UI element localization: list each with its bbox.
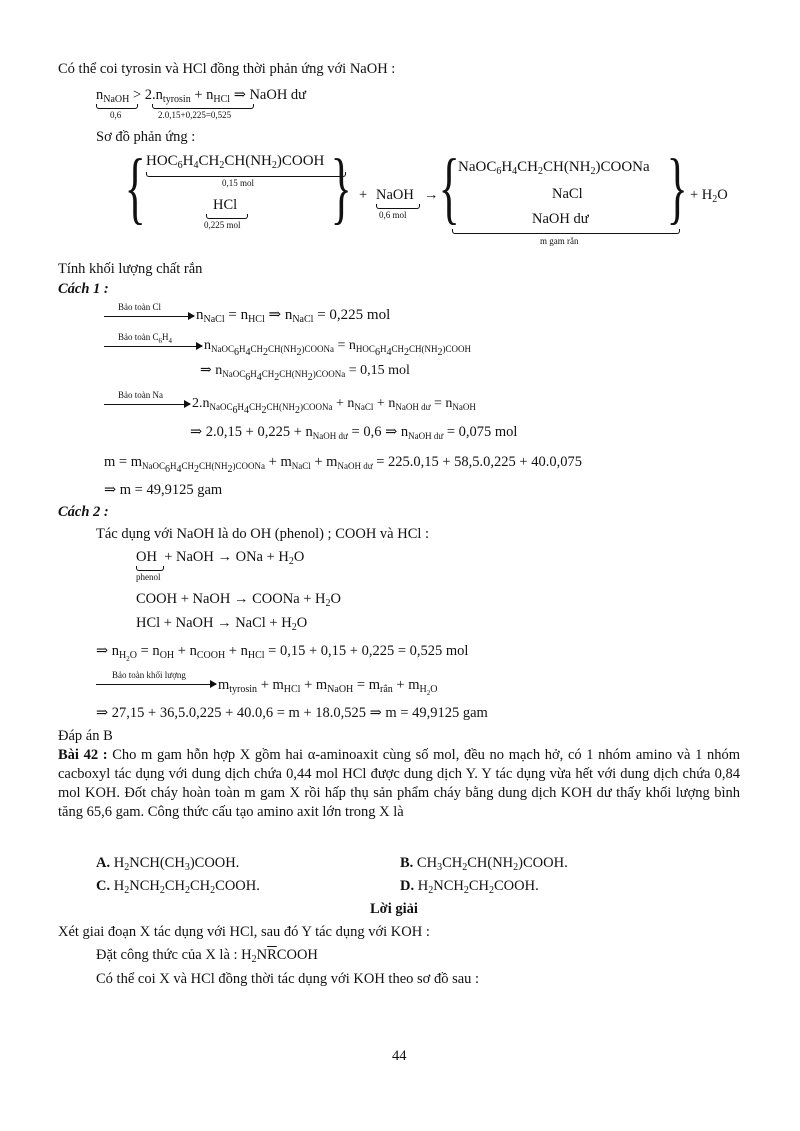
product-naoh-excess: NaOH dư (532, 211, 589, 227)
left-brace: { (124, 144, 146, 232)
naoh-formula: NaOH (376, 187, 414, 203)
method1-line6: $m = m_{NaOC_6H_4CH_2CH(NH_2)COONa} + m_{NaCl} + m_{NaOH dư} = 225.0,15 + 58,5.0,225 + 40.0,075$ (104, 454, 582, 475)
mole-sum-note: 2.0,15+0,225=0,525 (158, 110, 232, 120)
arrow-label-mass: Bảo toàn khối lượng (112, 670, 186, 680)
option-c: C. $H_2NCH_2CH_2CH_2COOH$. (96, 878, 260, 896)
conservation-arrow (104, 404, 190, 405)
water-product: + $H_2O$ (690, 187, 728, 205)
underbrace (376, 204, 420, 209)
mass-result-line: ⇒ 27,15 + 36,5.0,225 + 40.0,6 = m + 18.0,525 ⇒ m = 49,9125 gam (96, 705, 488, 721)
reaction-arrow: → (424, 187, 439, 203)
method-2-label: Cách 2 : (58, 504, 109, 520)
mass-balance-line: $m_{tyrosin} + m_{HCl} + m_{NaOH} = m_{rắn} + m_{H_2O}$ (218, 677, 438, 697)
solid-mass-note: m gam rắn (540, 236, 579, 246)
conservation-arrow (104, 346, 202, 347)
problem-label: Bài 42 : (58, 747, 108, 763)
method1-line2: $n_{NaOC_6H_4CH_2CH(NH_2)COONa} = n_{HOC_6H_4CH_2CH(NH_2)COOH}$ (204, 338, 471, 358)
method1-line3: ⇒ $n_{NaOC_6H_4CH_2CH(NH_2)COONa} = 0,15$ mol (200, 363, 410, 383)
product-nacl: NaCl (552, 186, 583, 202)
naoh-note: 0,6 (110, 110, 122, 120)
scheme-title: Sơ đồ phản ứng : (96, 129, 196, 145)
arrow-label-cl: Bảo toàn Cl (118, 302, 161, 312)
underbrace (96, 104, 138, 109)
underbrace (146, 172, 346, 177)
option-b: B. $CH_3CH_2CH(NH_2)COOH$. (400, 855, 568, 873)
solution-line1: Xét giai đoạn X tác dụng với HCl, sau đó Y tác dụng với KOH : (58, 924, 430, 940)
method1-line5: ⇒ $2.0,15 + 0,225 + n_{NaOH dư} = 0,6$ ⇒ $n_{NaOH dư} = 0,075$ mol (190, 424, 518, 441)
naoh-mol-note: 0,6 mol (379, 210, 407, 220)
solution-heading: Lời giải (370, 901, 418, 917)
underbrace (136, 566, 164, 571)
right-brace: } (666, 144, 688, 232)
naoh-inequality: $n_{NaOH} > 2.n_{tyrosin} + n_{HCl}$ ⇒ NaOH dư (96, 87, 307, 105)
tyrosin-mol-note: 0,15 mol (222, 178, 255, 188)
hcl-formula: HCl (213, 197, 238, 213)
tyrosin-formula: $HOC_6H_4CH_2CH(NH_2)COOH$ (146, 153, 325, 171)
phenol-note: phenol (136, 572, 161, 582)
section-title: Tính khối lượng chất rắn (58, 261, 203, 277)
arrow-label-c6h4: Bảo toàn $C_6H_4$ (118, 332, 172, 345)
solution-line3: Có thể coi X và HCl đồng thời tác dụng với KOH theo sơ đồ sau : (96, 971, 480, 987)
reaction-phenol: OH + NaOH → ONa + $H_2O$ (136, 549, 305, 567)
underbrace (452, 229, 680, 234)
reaction-hcl: HCl + NaOH → NaCl + $H_2O$ (136, 615, 308, 633)
solution-line2: Đặt công thức của X là : $H_2N\overline{R}COOH$ (96, 947, 318, 965)
hcl-mol-note: 0,225 mol (204, 220, 241, 230)
option-a: A. $H_2NCH(CH_3)COOH$. (96, 855, 240, 873)
right-brace: } (330, 144, 352, 232)
underbrace (206, 214, 248, 219)
method2-intro: Tác dụng với NaOH là do OH (phenol) ; COOH và HCl : (96, 526, 430, 542)
intro-text: Có thể coi tyrosin và HCl đồng thời phản ứng với NaOH : (58, 61, 396, 77)
plus-sign: + (359, 187, 368, 203)
product-sodium-salt: $NaOC_6H_4CH_2CH(NH_2)COONa$ (458, 159, 650, 177)
page-number: 44 (392, 1048, 407, 1064)
method1-result: ⇒ m = 49,9125 gam (104, 482, 223, 498)
method1-line1: $n_{NaCl} = n_{HCl}$ ⇒ $n_{NaCl} = 0,225$ mol (196, 307, 391, 325)
answer-line: Đáp án B (58, 728, 113, 744)
method-1-label: Cách 1 : (58, 281, 109, 297)
conservation-arrow (96, 684, 216, 685)
option-d: D. $H_2NCH_2CH_2COOH$. (400, 878, 539, 896)
water-sum-line: ⇒ $n_{H_2O} = n_{OH} + n_{COOH} + n_{HCl} = 0,15 + 0,15 + 0,225 = 0,525$ mol (96, 643, 469, 663)
arrow-label-na: Bảo toàn Na (118, 390, 163, 400)
conservation-arrow (104, 316, 194, 317)
problem-42 (58, 746, 740, 822)
left-brace: { (438, 144, 460, 232)
underbrace (152, 104, 254, 109)
problem-text: Cho m gam hỗn hợp X gồm hai α-aminoaxit cùng số mol, đều no mạch hở, có 1 nhóm amino và 1 nhóm cacboxyl tác dụng với dung dịch chứa 0,44 mol HCl được dung dịch Y. Y tác dụng vừa hết với dung dịch chứa 0,84 mol KOH. Đốt cháy hoàn toàn m gam X rồi hấp thụ sản phẩm cháy bằng dung dịch KOH dư thấy khối lượng bình tăng 65,6 gam. Công thức cấu tạo amino axit lớn trong X là (58, 747, 740, 820)
method1-line4: $2.n_{NaOC_6H_4CH_2CH(NH_2)COONa} + n_{NaCl} + n_{NaOH dư} = n_{NaOH}$ (192, 396, 476, 416)
reaction-cooh: COOH + NaOH → COONa + $H_2O$ (136, 591, 342, 609)
